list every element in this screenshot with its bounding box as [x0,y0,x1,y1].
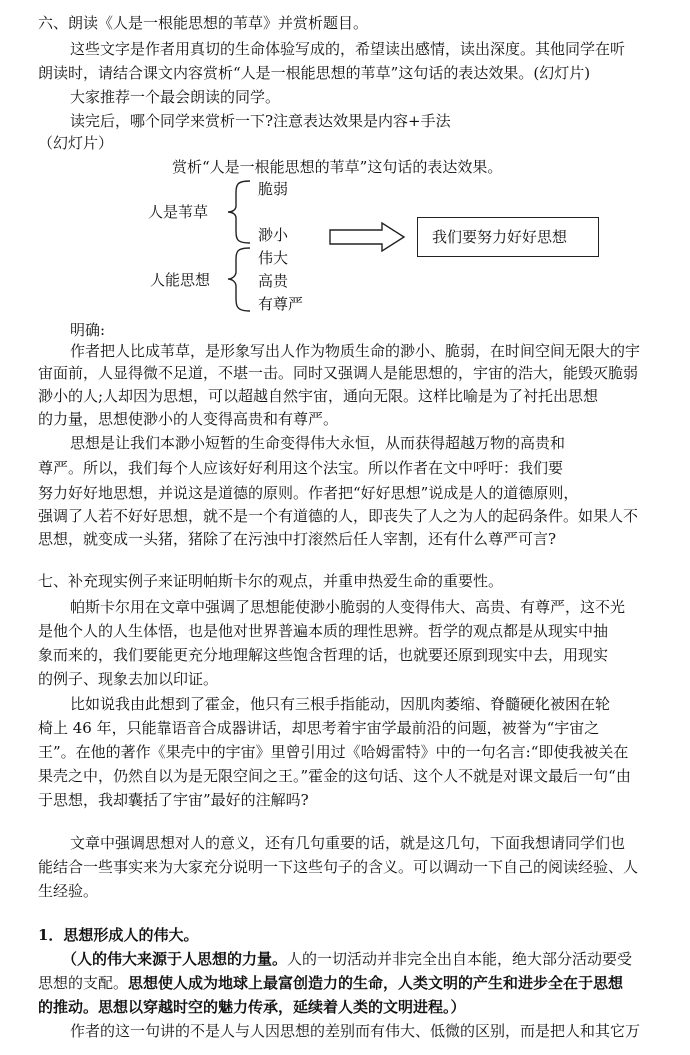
diagram-item: 高贵 [258,272,289,290]
diagram-label-think: 人能思想 [150,271,211,289]
point-1-line-2 [38,974,623,992]
section-6-heading: 六、朗读《人是一根能思想的苇草》并赏析题目。 [38,14,369,32]
paragraph-line: 文章中强调思想对人的意义，还有几句重要的话，就是这几句，下面我想请同学们也 [70,834,626,852]
paragraph-line: 作者把人比成苇草，是形象写出人作为物质生命的渺小、脆弱，在时间空间无限大的宇 [70,342,641,360]
paragraph-line: 王”。在他的著作《果壳中的宇宙》里曾引用过《哈姆雷特》中的一句名言:“即使我被关在 [38,743,629,761]
section-7-heading: 七、补充现实例子来证明帕斯卡尔的观点，并重申热爱生命的重要性。 [38,572,504,590]
regular-phrase: 人的一切活动并非完全出自本能，绝大部分活动要受 [287,950,633,968]
paragraph-line: 读完后，哪个同学来赏析一下?注意表达效果是内容+手法 [70,112,451,130]
paragraph-line: 能结合一些事实来为大家充分说明一下这些句子的含义。可以调动一下自己的阅读经验、人 [38,858,639,876]
paragraph-line: 强调了人若不好好思想，就不是一个有道德的人，即丧失了人之为人的起码条件。如果人不 [38,507,639,525]
paragraph-line: 生经验。 [38,882,99,900]
paragraph-line: （幻灯片） [38,134,114,152]
paragraph-line: 的例子、现象去加以印证。 [38,670,219,688]
point-1-line-1 [62,950,632,968]
answer-label: 明确: [70,321,106,339]
paragraph-line: 思想，就变成一头猪，猪除了在污浊中打滚然后任人宰割，还有什么尊严可言? [38,530,557,548]
diagram-caption: 赏析“人是一根能思想的苇草”这句话的表达效果。 [172,158,503,176]
paragraph-line: 渺小的人;人却因为思想，可以超越自然宇宙，通向无限。这样比喻是为了衬托出思想 [38,387,599,405]
diagram-box [417,217,599,257]
paragraph-line: 于思想，我却囊括了宇宙”最好的注解吗? [38,791,309,809]
bold-phrase: （人的伟大来源于人思想的力量。 [62,950,288,968]
paragraph-line: 比如说我由此想到了霍金，他只有三根手指能动，因肌肉萎缩、脊髓硬化被困在轮 [70,695,611,713]
paragraph-line: 大家推荐一个最会朗读的同学。 [70,88,281,106]
brace-top [228,181,250,243]
paragraph-line: 象而来的，我们要能更充分地理解这些饱含哲理的话，也就要还原到现实中去，用现实 [38,646,609,664]
paragraph-line: 是他个人的人生体悟，也是他对世界普遍本质的理性思辨。哲学的观点都是从现实中抽 [38,622,609,640]
diagram-label-reed: 人是苇草 [148,203,209,221]
paragraph-line: 果壳之中，仍然自以为是无限空间之王。”霍金的这句话、这个人不就是对课文最后一句“由 [38,767,631,785]
paragraph-line: 宙面前，人显得微不足道，不堪一击。同时又强调人是能思想的，宇宙的浩大，能毁灭脆弱 [38,364,639,382]
point-1-line-3: 的推动。思想以穿越时空的魅力传承，延续着人类的文明进程。） [38,998,466,1016]
paragraph-line: 的力量，思想使渺小的人变得高贵和有尊严。 [38,410,339,428]
paragraph-line: 努力好好地思想，并说这是道德的原则。作者把“好好思想”说成是人的道德原则， [38,484,579,502]
diagram-item: 渺小 [258,226,289,244]
paragraph-line: 尊严。所以，我们每个人应该好好利用这个法宝。所以作者在文中呼吁：我们要 [38,459,564,477]
diagram-box-text: 我们要努力好好思想 [432,228,568,246]
paragraph-line: 椅上 46 年，只能靠语音合成器讲话，却思考着宇宙学最前沿的问题，被誉为“宇宙之 [38,719,600,737]
diagram-item: 有尊严 [258,295,304,313]
arrow-icon [330,223,404,251]
bold-phrase: 思想使人成为地球上最富创造力的生命，人类文明的产生和进步全在于思想 [128,974,624,992]
paragraph-line: 思想是让我们本渺小短暂的生命变得伟大永恒，从而获得超越万物的高贵和 [70,434,566,452]
paragraph-line: 帕斯卡尔用在文章中强调了思想能使渺小脆弱的人变得伟大、高贵、有尊严，这不光 [70,598,626,616]
paragraph-line: 这些文字是作者用真切的生命体验写成的，希望读出感情，读出深度。其他同学在听 [70,40,626,58]
diagram-item: 伟大 [258,249,289,267]
diagram-item: 脆弱 [258,180,289,198]
point-1-line-4: 作者的这一句讲的不是人与人因思想的差别而有伟大、低微的区别，而是把人和其它万 [70,1022,641,1040]
brace-bottom [228,248,250,311]
paragraph-line: 朗读时，请结合课文内容赏析“人是一根能思想的苇草”这句话的表达效果。(幻灯片) [38,64,591,82]
point-1-heading: 1．思想形成人的伟大。 [38,926,199,944]
regular-phrase: 思想的支配。 [38,974,129,992]
